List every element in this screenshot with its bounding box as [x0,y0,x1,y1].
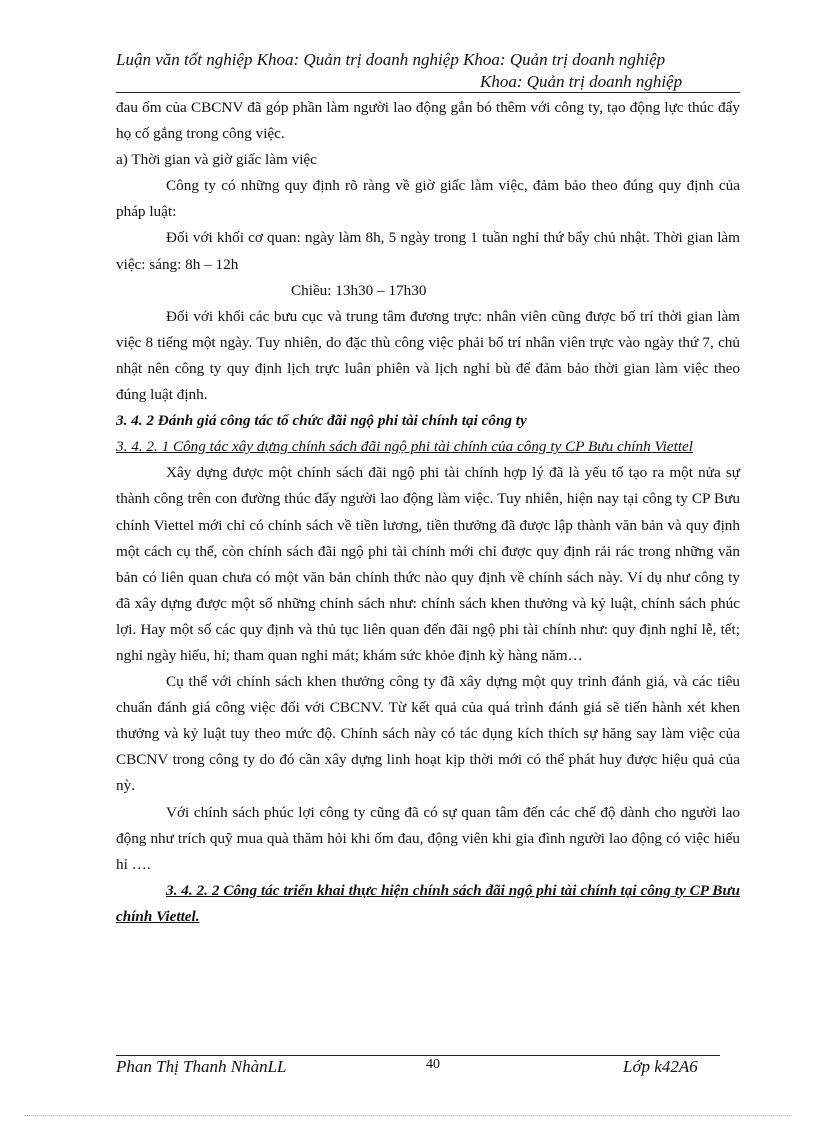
paragraph-continuation: đau ốm của CBCNV đã góp phần làm người lao động gắn bó thêm với công ty, tạo động lực thúc đẩy họ cố gắng trong công việc. [116,99,740,143]
paragraph-policy-building: Xây dựng được một chính sách đãi ngộ phi tài chính hợp lý đã là yếu tố tạo ra một nửa sự thành công trên con đường thúc đẩy người lao động làm việc. Tuy nhiên, hiện nay tại công ty CP Bưu chính Viettel mới chỉ có chính sách về tiền lương, tiền thưởng đã được lập thành văn bản và quy định một cách cụ thể, còn chính sách đãi ngộ phi tài chính mới chỉ được quy định rải rác trong những văn bản có liên quan chưa có một văn bản chính thức nào quy định về chính sách này. Ví dụ như công ty đã xây dựng được một số những chính sách như: chính sách khen thưởng và kỷ luật, chính sách phúc lợi. Hay một số các quy định và thủ tục liên quan đến đãi ngộ phi tài chính như: quy định nghỉ lễ, tết; nghỉ ngày hiếu, hỉ; tham quan nghỉ mát; khám sức khỏe định kỳ hàng năm… [116,464,740,664]
paragraph-work-hours-intro: Công ty có những quy định rõ ràng về giờ giấc làm việc, đảm bảo theo đúng quy định của pháp luật: [116,177,740,221]
header-subtitle: Khoa: Quản trị doanh nghiệp [480,72,683,91]
page-number: 40 [426,1057,440,1072]
paragraph-reward-policy: Cụ thể với chính sách khen thưởng công ty đã xây dựng một quy trình đánh giá, và các tiêu chuẩn đánh giá công việc đối với CBCNV. Từ kết quả của quá trình đánh giá sẽ tiến hành xét khen thưởng và kỷ luật tuy theo mức độ. Chính sách này có tác dụng kích thích sự hăng say làm việc của CBCNV trong công ty do đó cần xây dựng linh hoạt kịp thời mới có thể phát huy được hiệu quả của nỳ. [116,673,740,795]
footer-author: Phan Thị Thanh NhànLL [116,1057,287,1076]
subsection-heading-a: a) Thời gian và giờ giấc làm việc [116,151,317,169]
header-divider [116,92,740,93]
paragraph-welfare-policy: Với chính sách phúc lợi công ty cũng đã có sự quan tâm đến các chế độ dành cho người lao động như trích quỹ mua quà thăm hỏi khi ốm đau, động viên khi gia đình người lao động có việc hiếu hỉ …. [116,803,740,873]
paragraph-post-office-hours: Đối với khối các bưu cục và trung tâm đương trực: nhân viên cũng được bố trí thời gian làm việc 8 tiếng một ngày. Tuy nhiên, do đặc thù công việc phải bố trí nhân viên trực vào ngày thứ 7, chủ nhật nên công ty quy định lịch trực luân phiên và lịch nghỉ bù để đảm bảo thời gian làm việc theo đúng luật định. [116,307,740,404]
header-title: Luận văn tốt nghiệp Khoa: Quản trị doanh nghiệp Khoa: Quản trị doanh nghiệp [116,50,666,69]
footer-divider [116,1055,720,1056]
footer-class: Lớp k42A6 [623,1057,698,1076]
section-heading-3-4-2-1: 3. 4. 2. 1 Công tác xây dựng chính sách đãi ngộ phi tài chính của công ty CP Bưu chính Viettel [116,438,694,456]
section-heading-3-4-2-2: 3. 4. 2. 2 Công tác triển khai thực hiện chính sách đãi ngộ phi tài chính tại công ty CP Bưu chính Viettel. [116,881,740,925]
paragraph-office-hours: Đối với khối cơ quan: ngày làm 8h, 5 ngày trong 1 tuần nghỉ thứ bẩy chủ nhật. Thời gian làm việc: sáng: 8h – 12h [116,229,740,273]
paragraph-afternoon-hours: Chiều: 13h30 – 17h30 [291,281,427,299]
page-bottom-dotted-line [24,1115,792,1116]
section-heading-3-4-2: 3. 4. 2 Đánh giá công tác tổ chức đãi ngộ phi tài chính tại công ty [116,412,527,430]
document-body [116,95,740,930]
